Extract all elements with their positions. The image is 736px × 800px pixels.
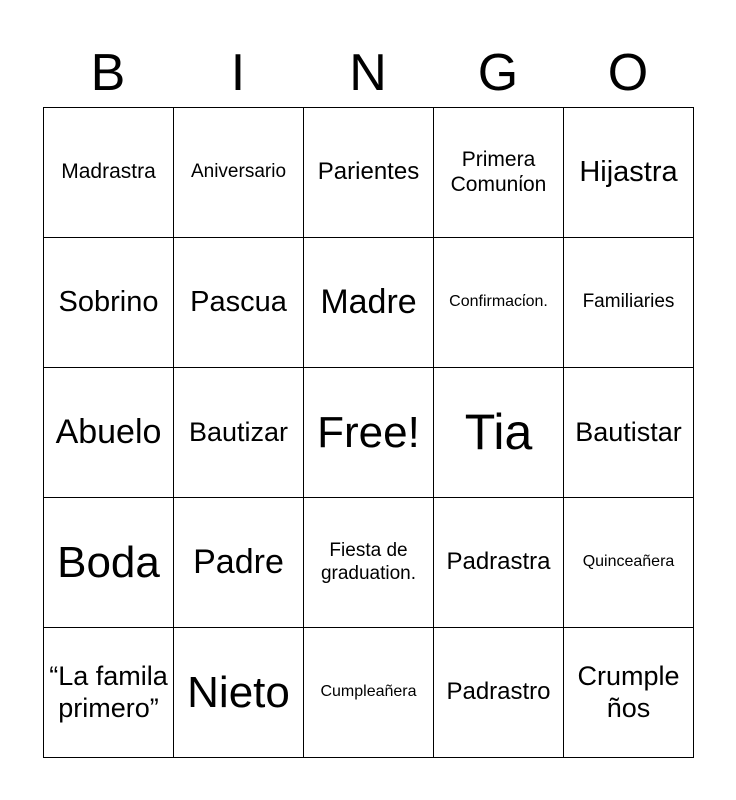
header-letter-g: G <box>477 44 519 102</box>
bingo-cell[interactable]: Primera Comunίon <box>434 108 564 238</box>
bingo-cell[interactable]: Madre <box>304 238 434 368</box>
bingo-cell[interactable]: Cumpleañera <box>304 628 434 758</box>
bingo-cell[interactable]: Padrastra <box>434 498 564 628</box>
bingo-cell[interactable]: Boda <box>44 498 174 628</box>
header-letter-b: B <box>90 44 126 102</box>
bingo-cell[interactable]: Padrastro <box>434 628 564 758</box>
bingo-header <box>43 38 693 108</box>
free-space-cell[interactable]: Free! <box>304 368 434 498</box>
bingo-cell[interactable]: Pascua <box>174 238 304 368</box>
bingo-cell[interactable]: Quinceañera <box>564 498 694 628</box>
header-letter-i: I <box>230 44 246 102</box>
bingo-cell[interactable]: Bautistar <box>564 368 694 498</box>
bingo-cell[interactable]: Madrastra <box>44 108 174 238</box>
bingo-cell[interactable]: Fiesta de graduation. <box>304 498 434 628</box>
bingo-cell[interactable]: Crumple ños <box>564 628 694 758</box>
bingo-cell[interactable]: Hijastra <box>564 108 694 238</box>
bingo-cell[interactable]: Tia <box>434 368 564 498</box>
bingo-cell[interactable]: Confirmacίon. <box>434 238 564 368</box>
bingo-cell[interactable]: Aniversario <box>174 108 304 238</box>
bingo-cell[interactable]: Padre <box>174 498 304 628</box>
bingo-cell[interactable]: Familiaries <box>564 238 694 368</box>
bingo-cell[interactable]: “La famila primero” <box>44 628 174 758</box>
bingo-cell[interactable]: Nieto <box>174 628 304 758</box>
bingo-cell[interactable]: Bautizar <box>174 368 304 498</box>
bingo-cell[interactable]: Parientes <box>304 108 434 238</box>
bingo-board <box>43 107 694 758</box>
header-letter-o: O <box>607 44 649 102</box>
header-letter-n: N <box>349 44 387 102</box>
bingo-cell[interactable]: Abuelo <box>44 368 174 498</box>
bingo-cell[interactable]: Sobrino <box>44 238 174 368</box>
